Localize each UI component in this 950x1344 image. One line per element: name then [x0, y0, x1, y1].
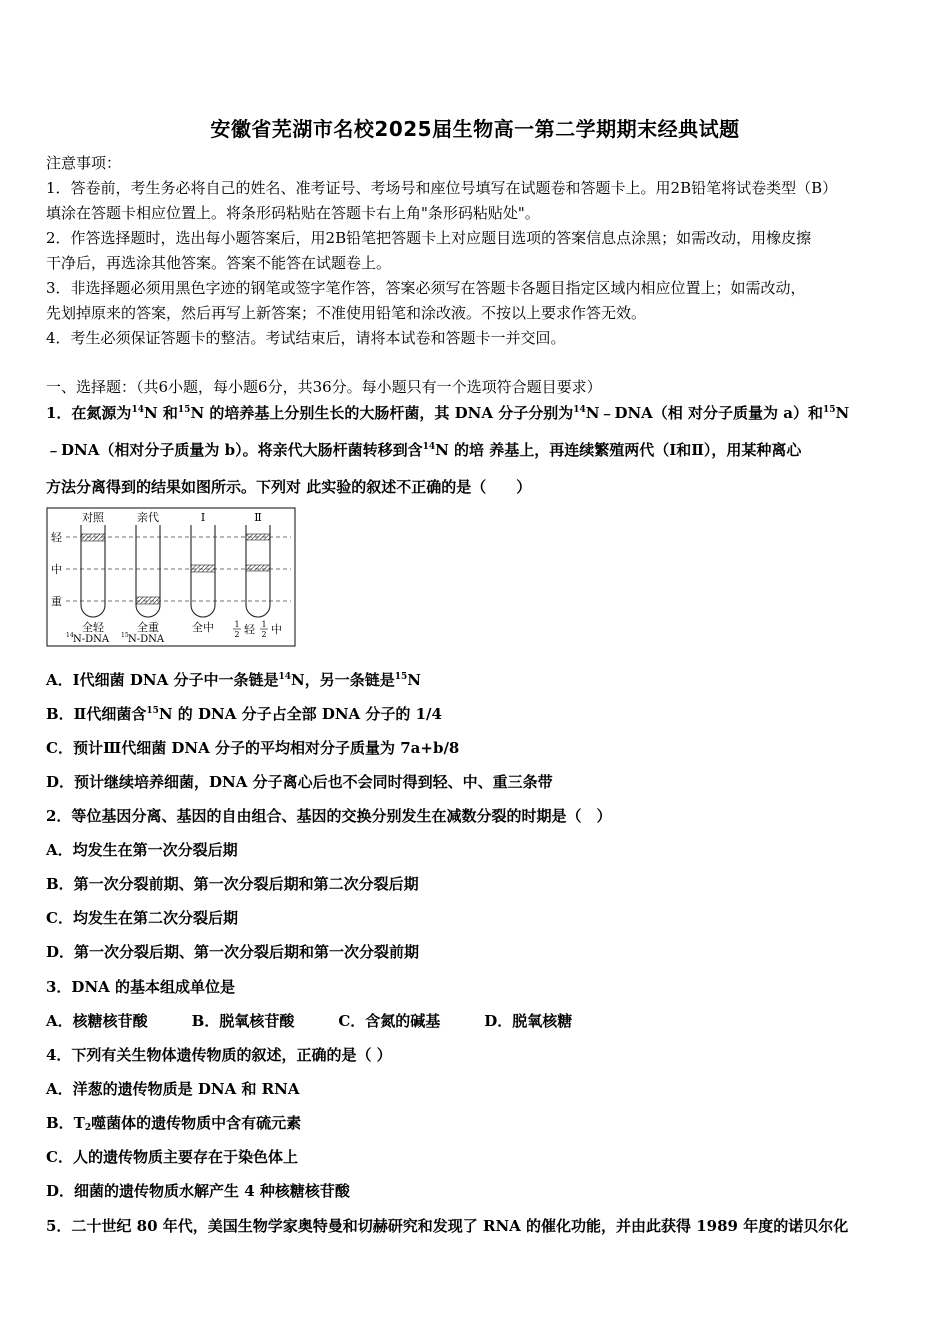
svg-text:N-DNA: N-DNA — [128, 634, 165, 645]
notice-line: 填涂在答题卡相应位置上。将条形码粘贴在答题卡右上角"条形码粘贴处"。 — [46, 204, 540, 222]
svg-text:轻: 轻 — [244, 623, 255, 636]
q1-stem-line: 方法分离得到的结果如图所示。下列对 此实验的叙述不正确的是（ ） — [46, 478, 532, 496]
q4-option-d: D．细菌的遗传物质水解产生 4 种核糖核苷酸 — [46, 1182, 350, 1200]
q3-option-a: A．核糖核苷酸 — [46, 1012, 148, 1030]
svg-text:15: 15 — [121, 632, 129, 639]
col-label-parent: 亲代 — [137, 511, 159, 524]
q1-option-a: A．Ⅰ代细菌 DNA 分子中一条链是$^{14}$N，另一条链是$^{15}$N — [46, 671, 421, 689]
q1-stem-line: 1．在氮源为$^{14}$N 和$^{15}$N 的培养基上分别生长的大肠杆菌，其 DNA 分子分别为$^{14}$N﹣DNA（相 对分子质量为 a）和$^{15}$N — [46, 404, 850, 422]
band-parent-heavy — [136, 597, 160, 604]
svg-text:中: 中 — [271, 623, 282, 636]
notice-line: 1．答卷前，考生务必将自己的姓名、准考证号、考场号和座位号填写在试题卷和答题卡上。用2B铅笔将试卷类型（B） — [46, 179, 838, 197]
svg-text:2: 2 — [234, 630, 240, 639]
notice-line: 4．考生必须保证答题卡的整洁。考试结束后，请将本试卷和答题卡一并交回。 — [46, 329, 566, 347]
row-label-heavy: 重 — [51, 595, 62, 608]
bottom-label-control: 全轻 — [82, 621, 104, 634]
notice-line: 2．作答选择题时，选出每小题答案后，用2B铅笔把答题卡上对应题目选项的答案信息点涂黑；如需改动，用橡皮擦 — [46, 229, 812, 247]
svg-text:14: 14 — [66, 632, 74, 639]
q4-stem: 4．下列有关生物体遗传物质的叙述，正确的是（ ） — [46, 1046, 392, 1064]
q2-option-d: D．第一次分裂后期、第一次分裂后期和第一次分裂前期 — [46, 943, 420, 961]
band-gen2-light — [246, 534, 270, 540]
q3-option-d: D．脱氧核糖 — [484, 1012, 573, 1030]
svg-text:1: 1 — [261, 620, 267, 629]
q3-option-c: C．含氮的碱基 — [338, 1012, 441, 1030]
notice-line: 3．非选择题必须用黑色字迹的钢笔或签字笔作答，答案必须写在答题卡各题目指定区域内相应位置上；如需改动， — [46, 279, 806, 297]
q3-stem: 3．DNA 的基本组成单位是 — [46, 978, 236, 996]
q1-option-b: B．Ⅱ代细菌含$^{15}$N 的 DNA 分子占全部 DNA 分子的 1/4 — [46, 705, 442, 723]
q4-option-a: A．洋葱的遗传物质是 DNA 和 RNA — [46, 1080, 300, 1098]
col-label-gen2: Ⅱ — [254, 511, 262, 524]
bottom-label-parent: 全重 — [137, 621, 159, 634]
notice-line: 干净后，再选涂其他答案。答案不能答在试题卷上。 — [46, 254, 392, 272]
q2-option-c: C．均发生在第二次分裂后期 — [46, 909, 238, 927]
svg-text:2: 2 — [261, 630, 267, 639]
notice-heading: 注意事项： — [46, 154, 122, 172]
section-heading: 一、选择题：（共6小题，每小题6分，共36分。每小题只有一个选项符合题目要求） — [46, 378, 602, 396]
row-label-middle: 中 — [51, 563, 62, 576]
svg-text:N-DNA: N-DNA — [73, 634, 110, 645]
page-title: 安徽省芜湖市名校2025届生物高一第二学期期末经典试题 — [210, 117, 740, 141]
q1-option-c: C．预计Ⅲ代细菌 DNA 分子的平均相对分子质量为 7a+b/8 — [46, 739, 460, 757]
control-dna-labels — [66, 632, 165, 645]
band-gen2-middle — [246, 565, 270, 571]
q4-option-c: C．人的遗传物质主要存在于染色体上 — [46, 1148, 298, 1166]
band-gen1-middle — [191, 565, 215, 572]
q3-option-b: B．脱氧核苷酸 — [191, 1012, 295, 1030]
q2-stem: 2．等位基因分离、基因的自由组合、基因的交换分别发生在减数分裂的时期是（ ） — [46, 807, 612, 825]
col-label-gen1: Ⅰ — [200, 511, 206, 524]
bottom-label-gen2 — [233, 620, 282, 639]
row-label-light: 轻 — [51, 531, 62, 544]
q4-option-b: B．$T_2$噬菌体的遗传物质中含有硫元素 — [46, 1114, 302, 1133]
q2-option-b: B．第一次分裂前期、第一次分裂后期和第二次分裂后期 — [46, 875, 419, 893]
bottom-label-gen1: 全中 — [192, 621, 214, 634]
q2-option-a: A．均发生在第一次分裂后期 — [46, 841, 238, 859]
col-label-control: 对照 — [82, 511, 104, 524]
q3-options — [46, 1010, 616, 1031]
svg-text:1: 1 — [234, 620, 240, 629]
notice-line: 先划掉原来的答案，然后再写上新答案；不准使用铅笔和涂改液。不按以上要求作答无效。 — [46, 304, 647, 322]
q1-stem-line: ﹣DNA（相对分子质量为 b）。将亲代大肠杆菌转移到含$^{14}$N 的培 养基上，再连续繁殖两代（Ⅰ和Ⅱ），用某种离心 — [46, 441, 802, 459]
band-control-light — [81, 534, 105, 541]
centrifuge-figure — [46, 507, 296, 647]
q5-stem: 5．二十世纪 80 年代，美国生物学家奥特曼和切赫研究和发现了 RNA 的催化功能，并由此获得 1989 年度的诺贝尔化 — [46, 1217, 849, 1235]
q1-option-d: D．预计继续培养细菌，DNA 分子离心后也不会同时得到轻、中、重三条带 — [46, 773, 553, 791]
